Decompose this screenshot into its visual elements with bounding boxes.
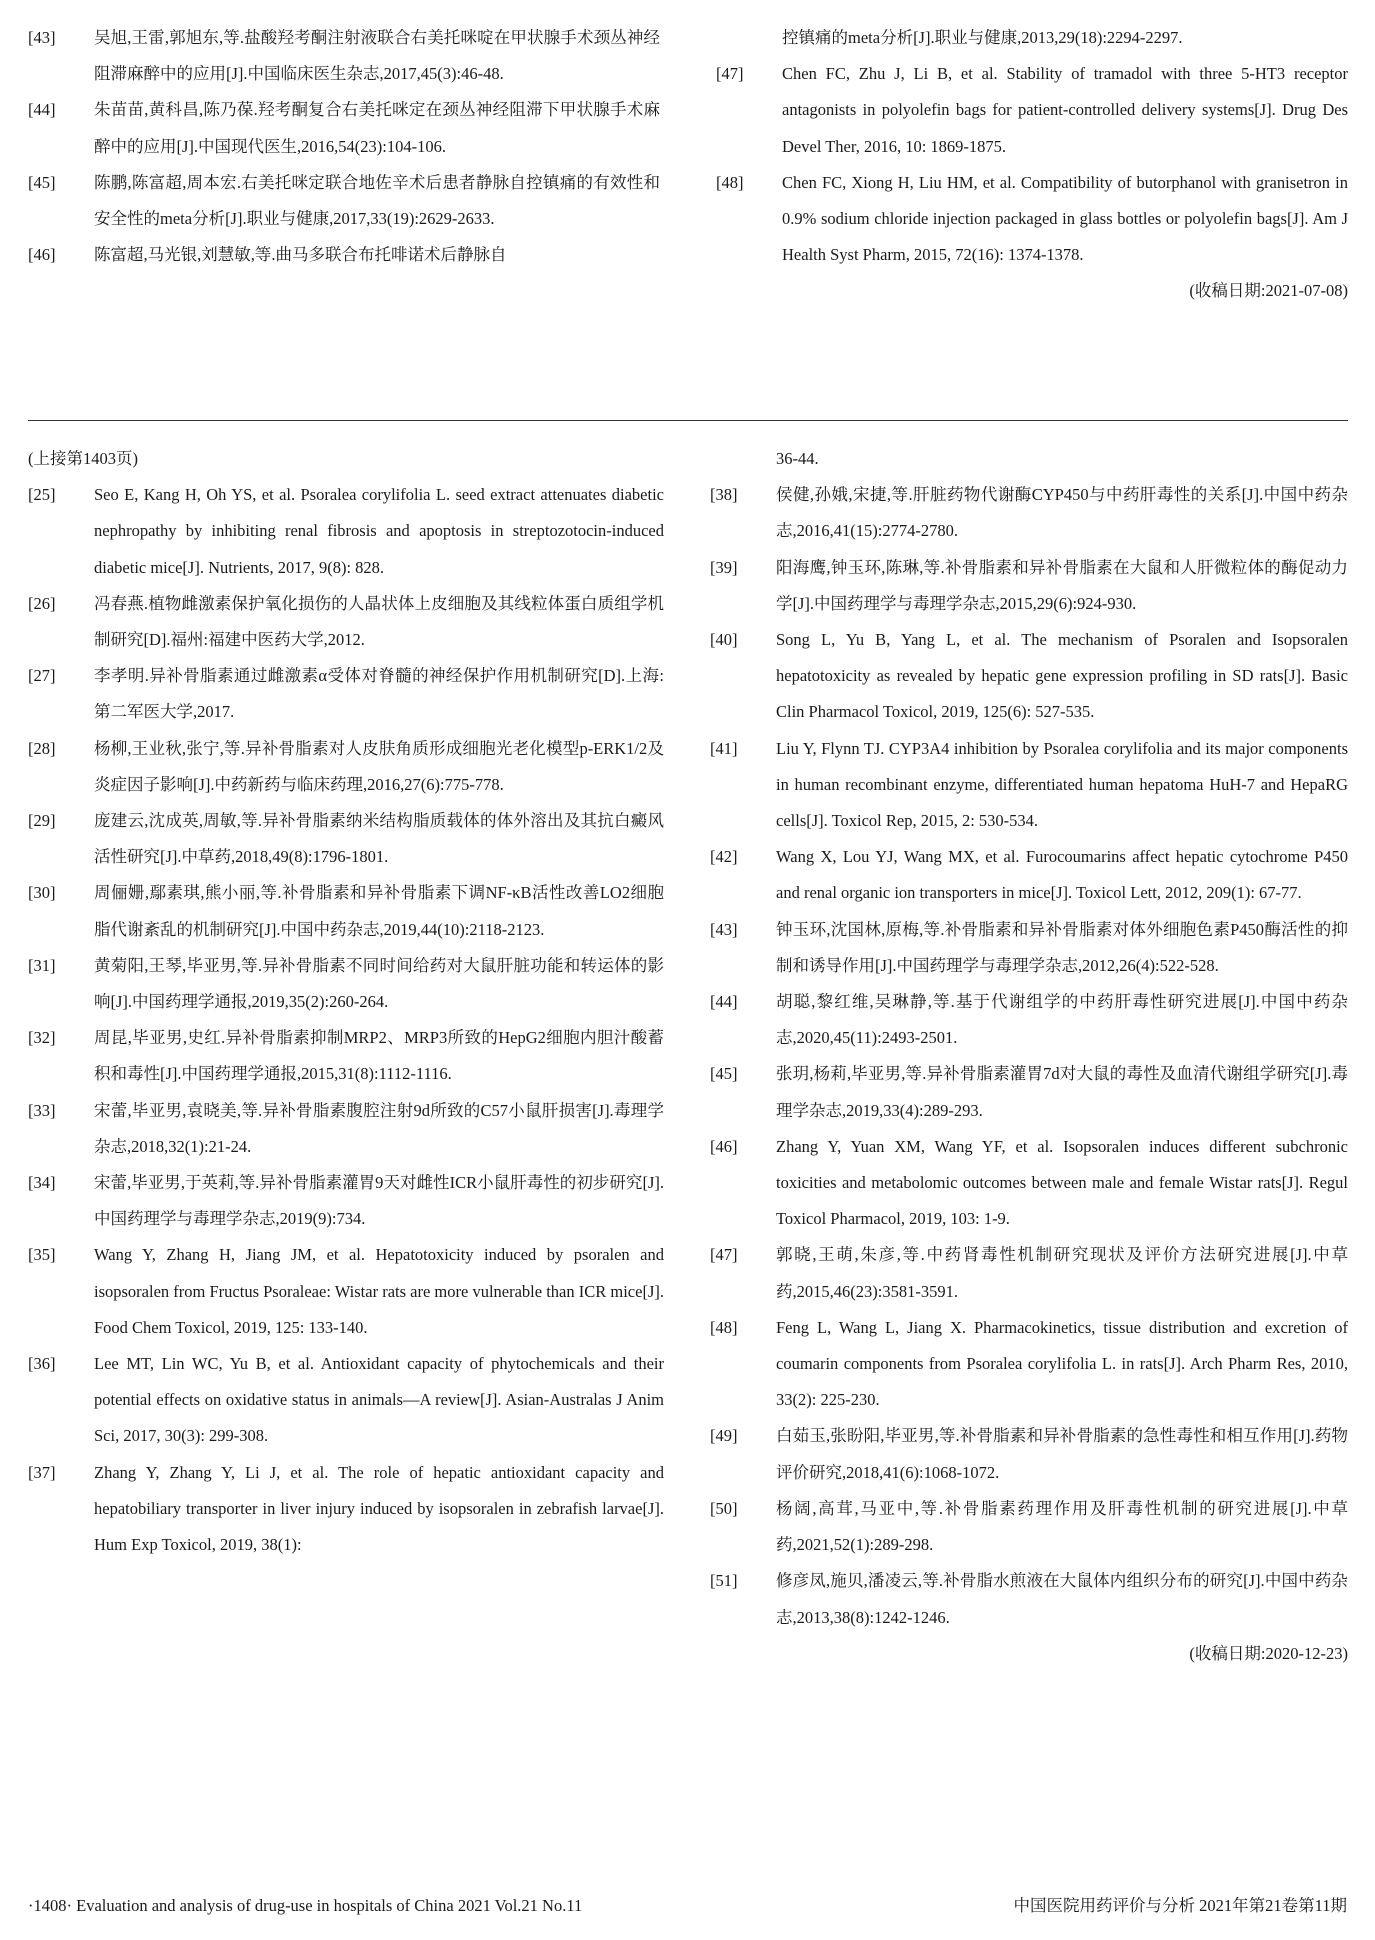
reference-item — [28, 1237, 664, 1346]
reference-item — [710, 1129, 1348, 1238]
reference-number: [49] — [710, 1426, 738, 1446]
reference-number: [45] — [710, 1064, 738, 1084]
reference-item — [710, 1310, 1348, 1419]
reference-text: Liu Y, Flynn TJ. CYP3A4 inhibition by Psoralea corylifolia and its major components in human recombinant enzyme, differentiated human hepatoma HuH-7 and HepaRG cells[J]. Toxicol Rep, 2015, 2: 530-534. — [776, 738, 1348, 831]
reference-text: Song L, Yu B, Yang L, et al. The mechanism of Psoralen and Isopsoralen hepatotoxicity as revealed by hepatic gene expression profiling in SD rats[J]. Basic Clin Pharmacol Toxicol, 2019, 125(6): 527-535. — [776, 630, 1348, 722]
reference-item — [28, 1346, 664, 1455]
reference-number: [50] — [710, 1498, 738, 1518]
reference-item — [710, 550, 1348, 622]
reference-item — [28, 1455, 664, 1564]
reference-number: [44] — [710, 992, 738, 1012]
reference-number: [39] — [710, 557, 738, 577]
reference-text: 周昆,毕亚男,史红.异补骨脂素抑制MRP2、MRP3所致的HepG2细胞内胆汁酸蓄积和毒性[J].中国药理学通报,2015,31(8):1112-1116. — [94, 1028, 664, 1084]
reference-text: 侯健,孙娥,宋捷,等.肝脏药物代谢酶CYP450与中药肝毒性的关系[J].中国中药杂志,2016,41(15):2774-2780. — [776, 485, 1348, 541]
reference-text: 阳海鹰,钟玉环,陈琳,等.补骨脂素和异补骨脂素在大鼠和人肝微粒体的酶促动力学[J].中国药理学与毒理学杂志,2015,29(6):924-930. — [776, 557, 1348, 613]
reference-number: [44] — [28, 100, 56, 120]
reference-text: Seo E, Kang H, Oh YS, et al. Psoralea corylifolia L. seed extract attenuates diabetic nephropathy by inhibiting renal fibrosis and apoptosis in streptozotocin-induced diabetic mice[J]. Nutrients, 2017, 9(8): 828. — [94, 485, 664, 577]
reference-item — [28, 165, 660, 237]
reference-item — [28, 875, 664, 947]
section-divider — [28, 420, 1348, 421]
reference-text: Wang Y, Zhang H, Jiang JM, et al. Hepatotoxicity induced by psoralen and isopsoralen from Fructus Psoraleae: Wistar rats are more vulnerable than ICR mice[J]. Food Chem Toxicol, 2019, 125: 133-140. — [94, 1245, 664, 1337]
reference-item — [710, 1418, 1348, 1490]
reference-number: [46] — [28, 245, 56, 265]
reference-number: [43] — [28, 28, 56, 47]
reference-item — [28, 20, 660, 92]
reference-text: 郭晓,王萌,朱彦,等.中药肾毒性机制研究现状及评价方法研究进展[J].中草药,2015,46(23):3581-3591. — [776, 1245, 1348, 1301]
reference-text: Wang X, Lou YJ, Wang MX, et al. Furocoumarins affect hepatic cytochrome P450 and renal organic ion transporters in mice[J]. Toxicol Lett, 2012, 209(1): 67-77. — [776, 847, 1348, 903]
reference-list — [28, 477, 664, 1563]
reference-text: Zhang Y, Zhang Y, Li J, et al. The role of hepatic antioxidant capacity and hepatobiliary transporter in liver injury induced by isopsoralen in zebrafish larvae[J]. Hum Exp Toxicol, 2019, 38(1): — [94, 1462, 664, 1555]
reference-number: [32] — [28, 1028, 56, 1048]
reference-number: [46] — [710, 1136, 738, 1156]
reference-number: [34] — [28, 1173, 56, 1193]
reference-item — [28, 658, 664, 730]
reference-item — [710, 477, 1348, 549]
reference-number: [45] — [28, 172, 56, 192]
reference-item — [28, 1165, 664, 1237]
reference-number: [41] — [710, 738, 738, 758]
reference-item — [710, 839, 1348, 911]
reference-number: [47] — [716, 64, 744, 84]
reference-number: [30] — [28, 883, 56, 903]
reference-list — [710, 477, 1348, 1636]
reference-number: [27] — [28, 666, 56, 686]
received-date: (收稿日期:2021-07-08) — [1189, 281, 1348, 301]
reference-text: 陈富超,马光银,刘慧敏,等.曲马多联合布托啡诺术后静脉自 — [94, 245, 507, 265]
reference-number: [31] — [28, 955, 56, 975]
reference-number: [26] — [28, 593, 56, 613]
reference-item — [28, 477, 664, 586]
reference-text: 庞建云,沈成英,周敏,等.异补骨脂素纳米结构脂质载体的体外溶出及其抗白癜风活性研究[J].中草药,2018,49(8):1796-1801. — [94, 811, 664, 867]
reference-item — [710, 912, 1348, 984]
reference-number: [33] — [28, 1100, 56, 1120]
top-left-column — [28, 20, 660, 273]
reference-text: 杨阔,高茸,马亚中,等.补骨脂素药理作用及肝毒性机制的研究进展[J].中草药,2021,52(1):289-298. — [776, 1498, 1348, 1555]
reference-number: [37] — [28, 1462, 56, 1482]
reference-number: [28] — [28, 738, 56, 758]
footer-journal-cn: 中国医院用药评价与分析 2021年第21卷第11期 — [1013, 1896, 1347, 1915]
reference-text: 朱苗苗,黄科昌,陈乃葆.羟考酮复合右美托咪定在颈丛神经阻滞下甲状腺手术麻醉中的应用[J].中国现代医生,2016,54(23):104-106. — [94, 100, 660, 156]
reference-item — [710, 984, 1348, 1056]
reference-item — [710, 1056, 1348, 1128]
reference-number: [36] — [28, 1354, 56, 1374]
reference-item — [28, 92, 660, 164]
reference-number: [47] — [710, 1245, 738, 1265]
reference-item — [28, 803, 664, 875]
reference-text: Chen FC, Zhu J, Li B, et al. Stability of tramadol with three 5-HT3 receptor antagonists in polyolefin bags for patient-controlled delivery systems[J]. Drug Des Devel Ther, 2016, 10: 1869-1875. — [782, 64, 1348, 156]
reference-text: 钟玉环,沈国林,原梅,等.补骨脂素和异补骨脂素对体外细胞色素P450酶活性的抑制和诱导作用[J].中国药理学与毒理学杂志,2012,26(4):522-528. — [776, 919, 1348, 975]
reference-text: Lee MT, Lin WC, Yu B, et al. Antioxidant capacity of phytochemicals and their potential effects on oxidative status in animals—A review[J]. Asian-Australas J Anim Sci, 2017, 30(3): 299-308. — [94, 1354, 664, 1446]
reference-item — [28, 1020, 664, 1092]
reference-text: 黄菊阳,王琴,毕亚男,等.异补骨脂素不同时间给药对大鼠肝脏功能和转运体的影响[J].中国药理学通报,2019,35(2):260-264. — [94, 955, 664, 1012]
reference-item — [716, 165, 1348, 274]
reference-number: [29] — [28, 811, 56, 831]
reference-number: [42] — [710, 847, 738, 867]
reference-item — [28, 586, 664, 658]
reference-continuation: 36-44. — [776, 449, 819, 468]
reference-text: 周俪姗,鄢素琪,熊小丽,等.补骨脂素和异补骨脂素下调NF-κB活性改善LO2细胞脂代谢紊乱的机制研究[J].中国中药杂志,2019,44(10):2118-2123. — [94, 883, 664, 939]
reference-text: 胡聪,黎红维,吴琳静,等.基于代谢组学的中药肝毒性研究进展[J].中国中药杂志,2020,45(11):2493-2501. — [776, 992, 1348, 1048]
reference-text: Chen FC, Xiong H, Liu HM, et al. Compatibility of butorphanol with granisetron in 0.9% sodium chloride injection packaged in glass bottles or polyolefin bags[J]. Am J Health Syst Pharm, 2015, 72(16): 1374-1378. — [782, 172, 1348, 265]
reference-number: [51] — [710, 1571, 738, 1591]
reference-text: 张玥,杨莉,毕亚男,等.异补骨脂素灌胃7d对大鼠的毒性及血清代谢组学研究[J].毒理学杂志,2019,33(4):289-293. — [776, 1064, 1348, 1120]
reference-text: 杨柳,王业秋,张宁,等.异补骨脂素对人皮肤角质形成细胞光老化模型p-ERK1/2及炎症因子影响[J].中药新药与临床药理,2016,27(6):775-778. — [94, 738, 664, 794]
reference-item — [28, 237, 660, 273]
reference-text: 吴旭,王雷,郭旭东,等.盐酸羟考酮注射液联合右美托咪啶在甲状腺手术颈丛神经阻滞麻醉中的应用[J].中国临床医生杂志,2017,45(3):46-48. — [94, 28, 660, 84]
reference-text: 冯春燕.植物雌激素保护氧化损伤的人晶状体上皮细胞及其线粒体蛋白质组学机制研究[D].福州:福建中医药大学,2012. — [94, 593, 664, 650]
top-right-column — [716, 20, 1348, 310]
reference-item — [28, 1093, 664, 1165]
reference-number: [25] — [28, 485, 56, 505]
reference-number: [35] — [28, 1245, 56, 1265]
reference-number: [48] — [710, 1317, 738, 1337]
bottom-left-column — [28, 441, 664, 1563]
reference-text: 李孝明.异补骨脂素通过雌激素α受体对脊髓的神经保护作用机制研究[D].上海:第二军医大学,2017. — [94, 666, 664, 722]
reference-number: [38] — [710, 485, 738, 505]
reference-number: [48] — [716, 172, 744, 192]
reference-item — [28, 731, 664, 803]
reference-text: 白茹玉,张盼阳,毕亚男,等.补骨脂素和异补骨脂素的急性毒性和相互作用[J].药物评价研究,2018,41(6):1068-1072. — [776, 1426, 1348, 1482]
continued-from-note: (上接第1403页) — [28, 449, 138, 468]
reference-text: Zhang Y, Yuan XM, Wang YF, et al. Isopsoralen induces different subchronic toxicities and metabolomic outcomes between male and female Wistar rats[J]. Regul Toxicol Pharmacol, 2019, 103: 1-9. — [776, 1136, 1348, 1229]
reference-text: Feng L, Wang L, Jiang X. Pharmacokinetics, tissue distribution and excretion of coumarin components from Psoralea corylifolia L. in rats[J]. Arch Pharm Res, 2010, 33(2): 225-230. — [776, 1317, 1348, 1410]
footer-journal-en: ·1408· Evaluation and analysis of drug-use in hospitals of China 2021 Vol.21 No.11 — [28, 1896, 583, 1915]
reference-item — [710, 731, 1348, 840]
reference-text: 修彦凤,施贝,潘凌云,等.补骨脂水煎液在大鼠体内组织分布的研究[J].中国中药杂志,2013,38(8):1242-1246. — [776, 1571, 1348, 1627]
reference-item — [28, 948, 664, 1020]
reference-text: 陈鹏,陈富超,周本宏.右美托咪定联合地佐辛术后患者静脉自控镇痛的有效性和安全性的meta分析[J].职业与健康,2017,33(19):2629-2633. — [94, 172, 660, 229]
reference-item — [710, 1237, 1348, 1309]
reference-item — [710, 1563, 1348, 1635]
reference-list — [716, 56, 1348, 273]
bottom-right-column — [710, 441, 1348, 1672]
received-date: (收稿日期:2020-12-23) — [1189, 1643, 1348, 1663]
reference-number: [43] — [710, 919, 738, 939]
reference-item — [710, 1491, 1348, 1563]
reference-text: 宋蕾,毕亚男,袁晓美,等.异补骨脂素腹腔注射9d所致的C57小鼠肝损害[J].毒理学杂志,2018,32(1):21-24. — [94, 1100, 664, 1156]
reference-text: 宋蕾,毕亚男,于英莉,等.异补骨脂素灌胃9天对雌性ICR小鼠肝毒性的初步研究[J].中国药理学与毒理学杂志,2019(9):734. — [94, 1173, 664, 1229]
reference-number: [40] — [710, 630, 738, 650]
reference-continuation: 控镇痛的meta分析[J].职业与健康,2013,29(18):2294-2297. — [782, 28, 1183, 47]
reference-item — [716, 56, 1348, 165]
reference-item — [710, 622, 1348, 731]
